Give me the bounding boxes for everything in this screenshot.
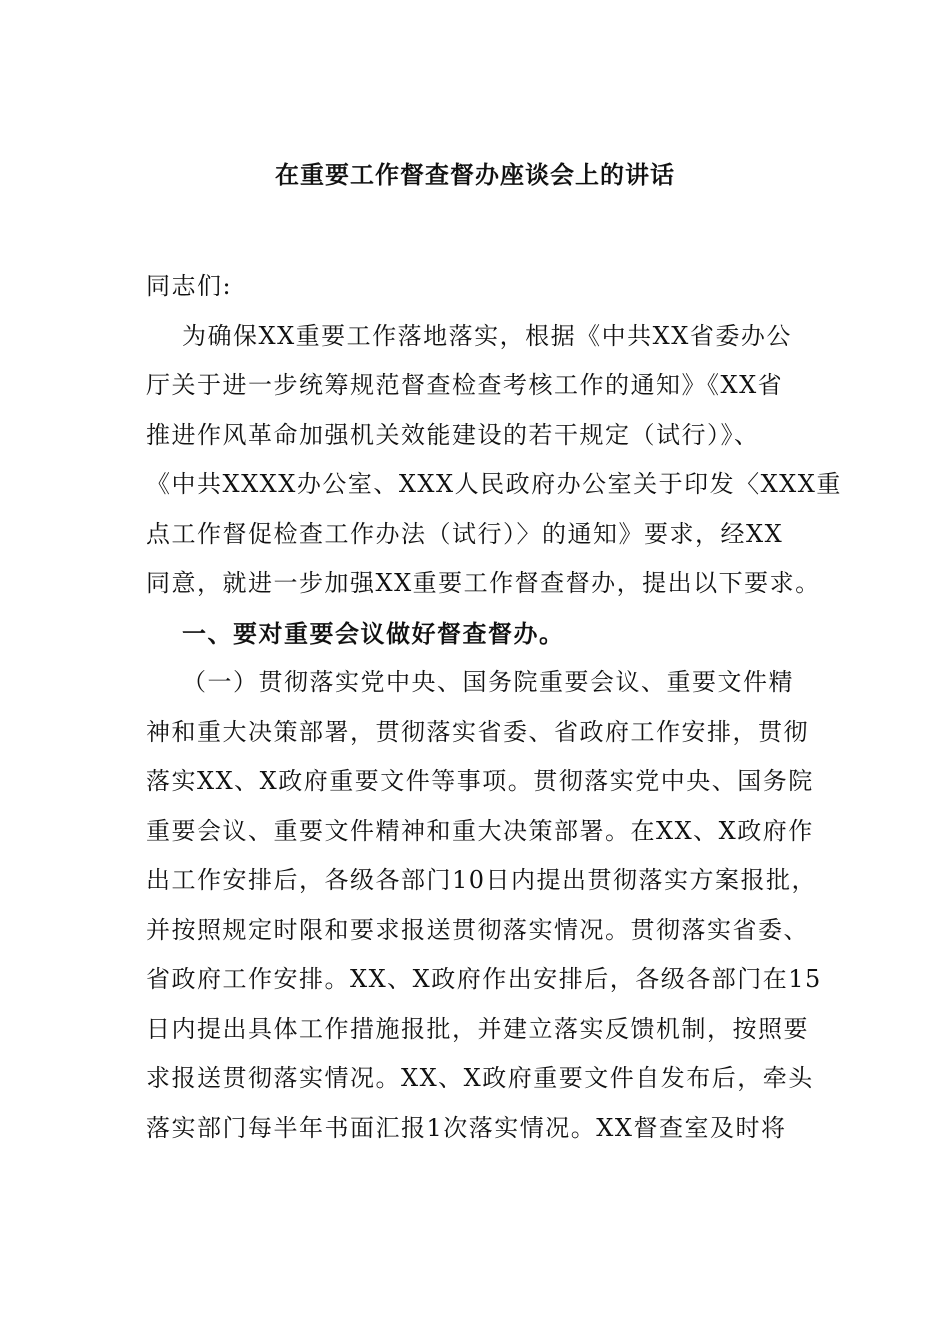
section-heading: 一、要对重要会议做好督查督办。 (182, 618, 565, 648)
document-body (146, 262, 842, 1153)
body-line: 落实XX、X政府重要文件等事项。贯彻落实党中央、国务院 (146, 767, 814, 795)
body-line: 重要会议、重要文件精神和重大决策部署。在XX、X政府作 (146, 816, 814, 845)
body-line: 出工作安排后，各级各部门10日内提出贯彻落实方案报批， (146, 866, 818, 894)
body-line: 落实部门每半年书面汇报1次落实情况。XX督查室及时将 (146, 1113, 787, 1142)
body-line: 日内提出具体工作措施报批，并建立落实反馈机制，按照要 (146, 1014, 809, 1043)
body-line: 《中共XXXX办公室、XXX人民政府办公室关于印发〈XXX重 (146, 470, 842, 498)
body-line: 省政府工作安排。XX、X政府作出安排后，各级各部门在15 (146, 965, 822, 993)
body-line: 神和重大决策部署，贯彻落实省委、省政府工作安排，贯彻 (146, 717, 809, 746)
body-line: 求报送贯彻落实情况。XX、X政府重要文件自发布后，牵头 (146, 1064, 814, 1092)
body-line: 为确保XX重要工作落地落实，根据《中共XX省委办公 (182, 321, 792, 350)
body-line: （一）贯彻落实党中央、国务院重要会议、重要文件精 (182, 668, 794, 696)
document-title: 在重要工作督查督办座谈会上的讲话 (275, 160, 675, 189)
salutation: 同志们: (146, 272, 233, 300)
body-line: 并按照规定时限和要求报送贯彻落实情况。贯彻落实省委、 (146, 915, 809, 944)
body-line: 点工作督促检查工作办法（试行）〉的通知》要求，经XX (146, 519, 784, 548)
body-line: 推进作风革命加强机关效能建设的若干规定（试行）》、 (146, 420, 760, 449)
body-line: 厅关于进一步统筹规范督查检查考核工作的通知》《XX省 (146, 371, 784, 399)
body-line: 同意，就进一步加强XX重要工作督查督办，提出以下要求。 (146, 569, 821, 597)
